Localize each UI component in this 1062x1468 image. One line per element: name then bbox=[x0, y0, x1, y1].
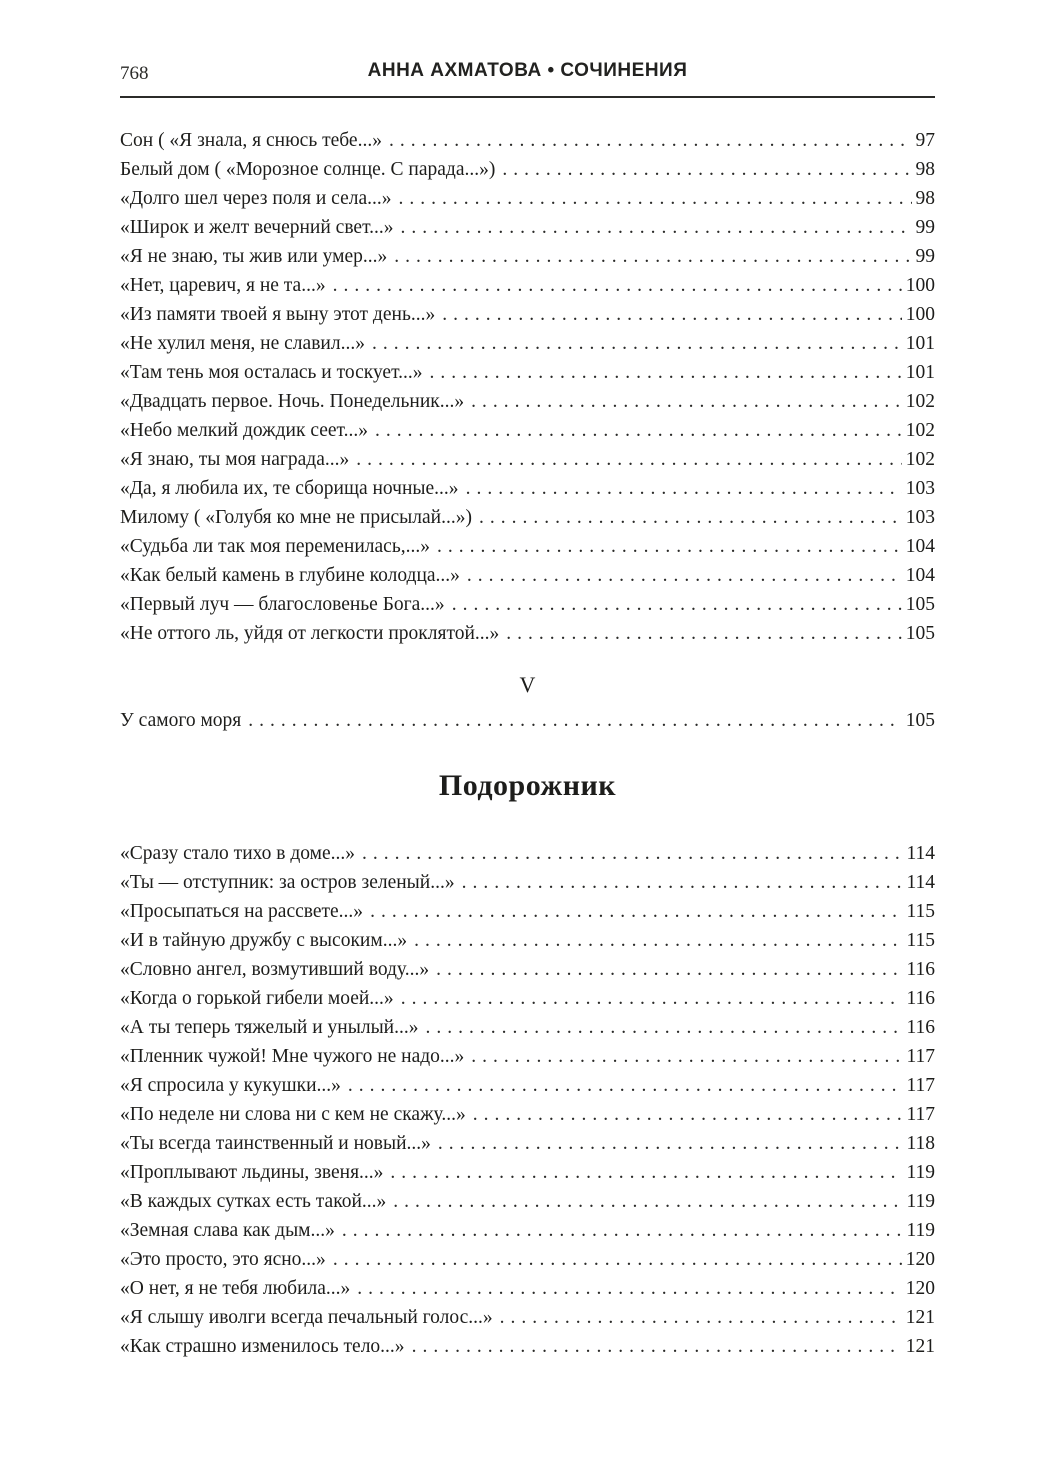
dot-leader bbox=[357, 1274, 901, 1303]
header-rule bbox=[120, 96, 935, 98]
entry-page-number: 114 bbox=[906, 843, 935, 864]
entry-page-number: 98 bbox=[915, 159, 935, 180]
entry-page-number: 104 bbox=[905, 536, 935, 557]
dot-leader bbox=[437, 532, 902, 561]
entry-page-number: 99 bbox=[915, 217, 935, 238]
entry-page-number: 118 bbox=[906, 1133, 935, 1154]
toc-entry bbox=[120, 126, 935, 155]
entry-page-number: 105 bbox=[905, 623, 935, 644]
entry-page-number: 98 bbox=[915, 188, 935, 209]
entry-page-number: 102 bbox=[905, 391, 935, 412]
entry-title: «Да, я любила их, те сборища ночные...» bbox=[120, 478, 459, 499]
entry-title: «Ты — отступник: за остров зеленый...» bbox=[120, 872, 455, 893]
entry-title: У самого моря bbox=[120, 710, 242, 731]
dot-leader bbox=[479, 503, 902, 532]
entry-title: Милому ( «Голубя ко мне не присылай...») bbox=[120, 507, 472, 528]
entry-title: «Проплывают льдины, звеня...» bbox=[120, 1162, 384, 1183]
entry-page-number: 101 bbox=[905, 333, 935, 354]
toc-entry bbox=[120, 155, 935, 184]
toc-entry bbox=[120, 271, 935, 300]
dot-leader bbox=[393, 1187, 902, 1216]
entry-title: «Не хулил меня, не славил...» bbox=[120, 333, 365, 354]
running-head bbox=[120, 60, 935, 90]
section-heading: Подорожник bbox=[438, 769, 617, 802]
dot-leader bbox=[430, 358, 902, 387]
toc-entry bbox=[120, 1042, 935, 1071]
dot-leader bbox=[442, 300, 902, 329]
toc-entry bbox=[120, 532, 935, 561]
dot-leader bbox=[462, 868, 903, 897]
dot-leader bbox=[438, 1129, 903, 1158]
dot-leader bbox=[375, 416, 902, 445]
toc-entry bbox=[120, 445, 935, 474]
entry-title: «Первый луч — благословенье Бога...» bbox=[120, 594, 445, 615]
page-number: 768 bbox=[120, 63, 149, 84]
dot-leader bbox=[414, 926, 902, 955]
entry-page-number: 117 bbox=[906, 1075, 935, 1096]
entry-page-number: 103 bbox=[905, 478, 935, 499]
dot-leader bbox=[436, 955, 902, 984]
entry-title: «Как страшно изменилось тело...» bbox=[120, 1336, 405, 1357]
entry-title: «Небо мелкий дождик сеет...» bbox=[120, 420, 368, 441]
entry-title: «Я знаю, ты моя награда...» bbox=[120, 449, 350, 470]
toc-entry bbox=[120, 184, 935, 213]
toc-entry bbox=[120, 984, 935, 1013]
entry-title: Белый дом ( «Морозное солнце. С парада...») bbox=[120, 159, 496, 180]
entry-page-number: 100 bbox=[905, 275, 935, 296]
entry-title: «А ты теперь тяжелый и унылый...» bbox=[120, 1017, 419, 1038]
dot-leader bbox=[506, 619, 901, 648]
entry-page-number: 119 bbox=[906, 1162, 935, 1183]
running-title: АННА АХМАТОВА • СОЧИНЕНИЯ bbox=[367, 60, 688, 81]
entry-title: Сон ( «Я знала, я снюсь тебе...» bbox=[120, 130, 382, 151]
entry-title: «Сразу стало тихо в доме...» bbox=[120, 843, 356, 864]
entry-title: «Из памяти твоей я выну этот день...» bbox=[120, 304, 436, 325]
entry-page-number: 103 bbox=[905, 507, 935, 528]
entry-title: «В каждых сутках есть такой...» bbox=[120, 1191, 387, 1212]
entry-page-number: 116 bbox=[906, 959, 935, 980]
entry-page-number: 121 bbox=[905, 1307, 935, 1328]
toc-entry bbox=[120, 242, 935, 271]
entry-title: «Судьба ли так моя переменилась,...» bbox=[120, 536, 430, 557]
toc-entry bbox=[120, 1013, 935, 1042]
entry-page-number: 119 bbox=[906, 1191, 935, 1212]
entry-title: «Я слышу иволги всегда печальный голос...» bbox=[120, 1307, 493, 1328]
dot-leader bbox=[401, 213, 912, 242]
entry-title: «Когда о горькой гибели моей...» bbox=[120, 988, 394, 1009]
dot-leader bbox=[356, 445, 902, 474]
entry-title: «Я не знаю, ты жив или умер...» bbox=[120, 246, 388, 267]
toc-entry bbox=[120, 1332, 935, 1361]
entry-page-number: 114 bbox=[906, 872, 935, 893]
toc-entry bbox=[120, 1245, 935, 1274]
entry-page-number: 102 bbox=[905, 420, 935, 441]
dot-leader bbox=[401, 984, 903, 1013]
entry-title: «Там тень моя осталась и тоскует...» bbox=[120, 362, 423, 383]
entry-title: «Как белый камень в глубине колодца...» bbox=[120, 565, 460, 586]
toc-entry bbox=[120, 474, 935, 503]
entry-title: «По неделе ни слова ни с кем не скажу...» bbox=[120, 1104, 466, 1125]
toc-entry bbox=[120, 387, 935, 416]
dot-leader bbox=[399, 184, 912, 213]
dot-leader bbox=[248, 706, 901, 735]
entry-page-number: 101 bbox=[905, 362, 935, 383]
dot-leader bbox=[471, 1042, 902, 1071]
entry-page-number: 115 bbox=[906, 901, 935, 922]
dot-leader bbox=[362, 839, 902, 868]
dot-leader bbox=[333, 1245, 902, 1274]
entry-page-number: 99 bbox=[915, 246, 935, 267]
entry-title: «Я спросила у кукушки...» bbox=[120, 1075, 341, 1096]
entry-title: «Не оттого ль, уйдя от легкости проклятой...» bbox=[120, 623, 500, 644]
toc-entry bbox=[120, 1216, 935, 1245]
entry-page-number: 116 bbox=[906, 988, 935, 1009]
dot-leader bbox=[467, 561, 902, 590]
dot-leader bbox=[425, 1013, 902, 1042]
toc-entry bbox=[120, 1187, 935, 1216]
toc-entry bbox=[120, 1100, 935, 1129]
dot-leader bbox=[348, 1071, 903, 1100]
dot-leader bbox=[342, 1216, 903, 1245]
toc-entry bbox=[120, 955, 935, 984]
toc-entry bbox=[120, 706, 935, 735]
dot-leader bbox=[452, 590, 902, 619]
entry-title: «Широк и желт вечерний свет...» bbox=[120, 217, 394, 238]
dot-leader bbox=[394, 242, 911, 271]
dot-leader bbox=[412, 1332, 902, 1361]
entry-title: «Ты всегда таинственный и новый...» bbox=[120, 1133, 431, 1154]
entry-title: «Словно ангел, возмутивший воду...» bbox=[120, 959, 430, 980]
entry-title: «Пленник чужой! Мне чужого не надо...» bbox=[120, 1046, 465, 1067]
entry-page-number: 120 bbox=[905, 1249, 935, 1270]
toc-entry bbox=[120, 897, 935, 926]
entry-page-number: 105 bbox=[905, 710, 935, 731]
entry-page-number: 116 bbox=[906, 1017, 935, 1038]
dot-leader bbox=[473, 1100, 903, 1129]
toc-entry bbox=[120, 416, 935, 445]
toc-entry bbox=[120, 1158, 935, 1187]
toc-entry bbox=[120, 839, 935, 868]
toc-entry bbox=[120, 926, 935, 955]
toc-entry bbox=[120, 300, 935, 329]
entry-page-number: 117 bbox=[906, 1104, 935, 1125]
entry-title: «И в тайную дружбу с высоким...» bbox=[120, 930, 408, 951]
entry-page-number: 97 bbox=[915, 130, 935, 151]
dot-leader bbox=[372, 329, 902, 358]
dot-leader bbox=[466, 474, 902, 503]
entry-page-number: 119 bbox=[906, 1220, 935, 1241]
dot-leader bbox=[390, 1158, 902, 1187]
entry-title: «Двадцать первое. Ночь. Понедельник...» bbox=[120, 391, 465, 412]
toc-entry bbox=[120, 1303, 935, 1332]
entry-page-number: 105 bbox=[905, 594, 935, 615]
entry-title: «Это просто, это ясно...» bbox=[120, 1249, 326, 1270]
entry-title: «Нет, царевич, я не та...» bbox=[120, 275, 326, 296]
entry-page-number: 104 bbox=[905, 565, 935, 586]
section-heading: V bbox=[519, 672, 536, 697]
toc-entry bbox=[120, 358, 935, 387]
dot-leader bbox=[333, 271, 902, 300]
entry-title: «Просыпаться на рассвете...» bbox=[120, 901, 364, 922]
dot-leader bbox=[500, 1303, 902, 1332]
toc-entry bbox=[120, 329, 935, 358]
toc-entry bbox=[120, 590, 935, 619]
entry-title: «Долго шел через поля и села...» bbox=[120, 188, 392, 209]
entry-page-number: 115 bbox=[906, 930, 935, 951]
toc-entry bbox=[120, 1274, 935, 1303]
toc-entry bbox=[120, 1129, 935, 1158]
entry-page-number: 121 bbox=[905, 1336, 935, 1357]
toc-entry bbox=[120, 213, 935, 242]
dot-leader bbox=[389, 126, 912, 155]
toc-entry bbox=[120, 1071, 935, 1100]
toc-entry bbox=[120, 868, 935, 897]
toc-entry bbox=[120, 619, 935, 648]
dot-leader bbox=[471, 387, 902, 416]
dot-leader bbox=[502, 155, 911, 184]
toc bbox=[120, 126, 935, 1361]
entry-page-number: 117 bbox=[906, 1046, 935, 1067]
entry-page-number: 120 bbox=[905, 1278, 935, 1299]
entry-page-number: 102 bbox=[905, 449, 935, 470]
toc-entry bbox=[120, 503, 935, 532]
entry-title: «О нет, я не тебя любила...» bbox=[120, 1278, 351, 1299]
entry-page-number: 100 bbox=[905, 304, 935, 325]
dot-leader bbox=[370, 897, 902, 926]
entry-title: «Земная слава как дым...» bbox=[120, 1220, 335, 1241]
toc-entry bbox=[120, 561, 935, 590]
